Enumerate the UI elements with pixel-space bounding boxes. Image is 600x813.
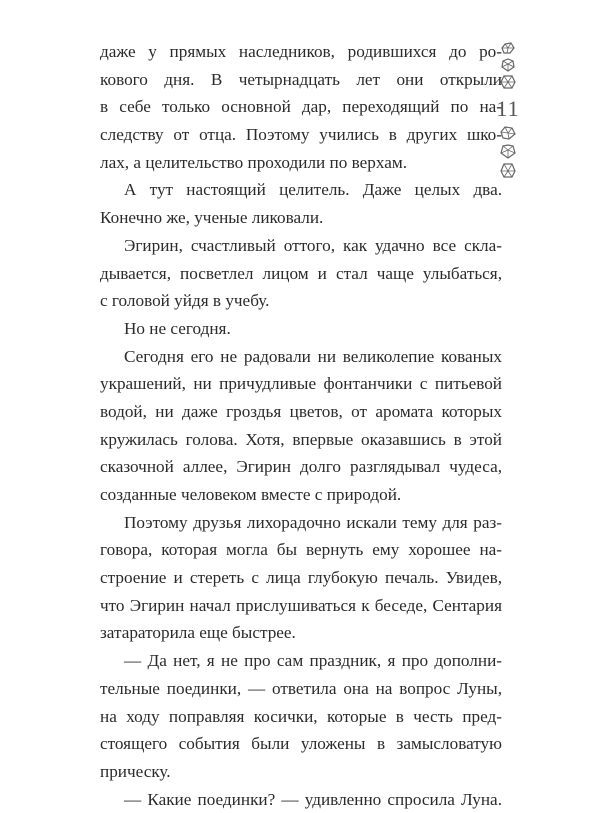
text-line: сказочной аллее, Эгирин долго разглядывал чудеса, <box>100 457 502 477</box>
text-line: украшений, ни причудливые фонтанчики с питьевой <box>100 374 502 394</box>
text-line: тельные поединки, — ответила она на вопрос Луны, <box>100 678 502 698</box>
text-line: с головой уйдя в учебу. <box>100 291 270 311</box>
text-line: Эгирин, счастливый оттого, как удачно все скла- <box>124 235 502 255</box>
text-line: Но не сегодня. <box>124 318 231 338</box>
text-line: А тут настоящий целитель. Даже целых два. <box>124 180 502 200</box>
text-line: строение и стереть с лица глубокую печаль. Увидев, <box>100 568 502 588</box>
text-line: говора, которая могла бы вернуть ему хорошее на- <box>100 540 502 560</box>
text-line: — Да нет, я не про сам праздник, я про дополни- <box>124 651 502 671</box>
text-line: что Эгирин начал прислушиваться к беседе, Сентария <box>100 595 502 615</box>
text-line: затараторила еще быстрее. <box>100 623 296 643</box>
text-line: на ходу поправляя косички, которые в честь пред- <box>100 706 502 726</box>
text-line: кружилась голова. Хотя, впервые оказавшись в этой <box>100 429 502 449</box>
text-line: созданные человеком вместе с природой. <box>100 485 402 504</box>
text-line: лах, а целительство проходили по верхам. <box>100 152 408 172</box>
text-line: — Какие поединки? — удивленно спросила Луна. <box>124 789 502 809</box>
text-line: следству от отца. Поэтому учились в других шко- <box>100 125 502 145</box>
text-line: водой, ни даже гроздья цветов, от аромата которых <box>100 401 502 421</box>
text-line: даже у прямых наследников, родившихся до ро- <box>100 42 502 61</box>
text-line: в себе только основной дар, переходящий по на- <box>100 97 502 117</box>
page-number: 11 <box>496 96 520 121</box>
text-line: прическу. <box>100 761 171 781</box>
text-line: Поэтому друзья лихорадочно искали тему для раз- <box>124 512 502 532</box>
text-line: кового дня. В четырнадцать лет они открыли <box>100 69 502 89</box>
text-line: стоящего события были уложены в замысловатую <box>100 734 502 754</box>
text-line: дывается, посветлел лицом и стал чаще улыбаться, <box>100 263 502 283</box>
text-line: Конечно же, ученые ликовали. <box>100 208 324 228</box>
text-line: Сегодня его не радовали ни великолепие кованых <box>124 346 502 366</box>
body-text <box>100 38 502 813</box>
